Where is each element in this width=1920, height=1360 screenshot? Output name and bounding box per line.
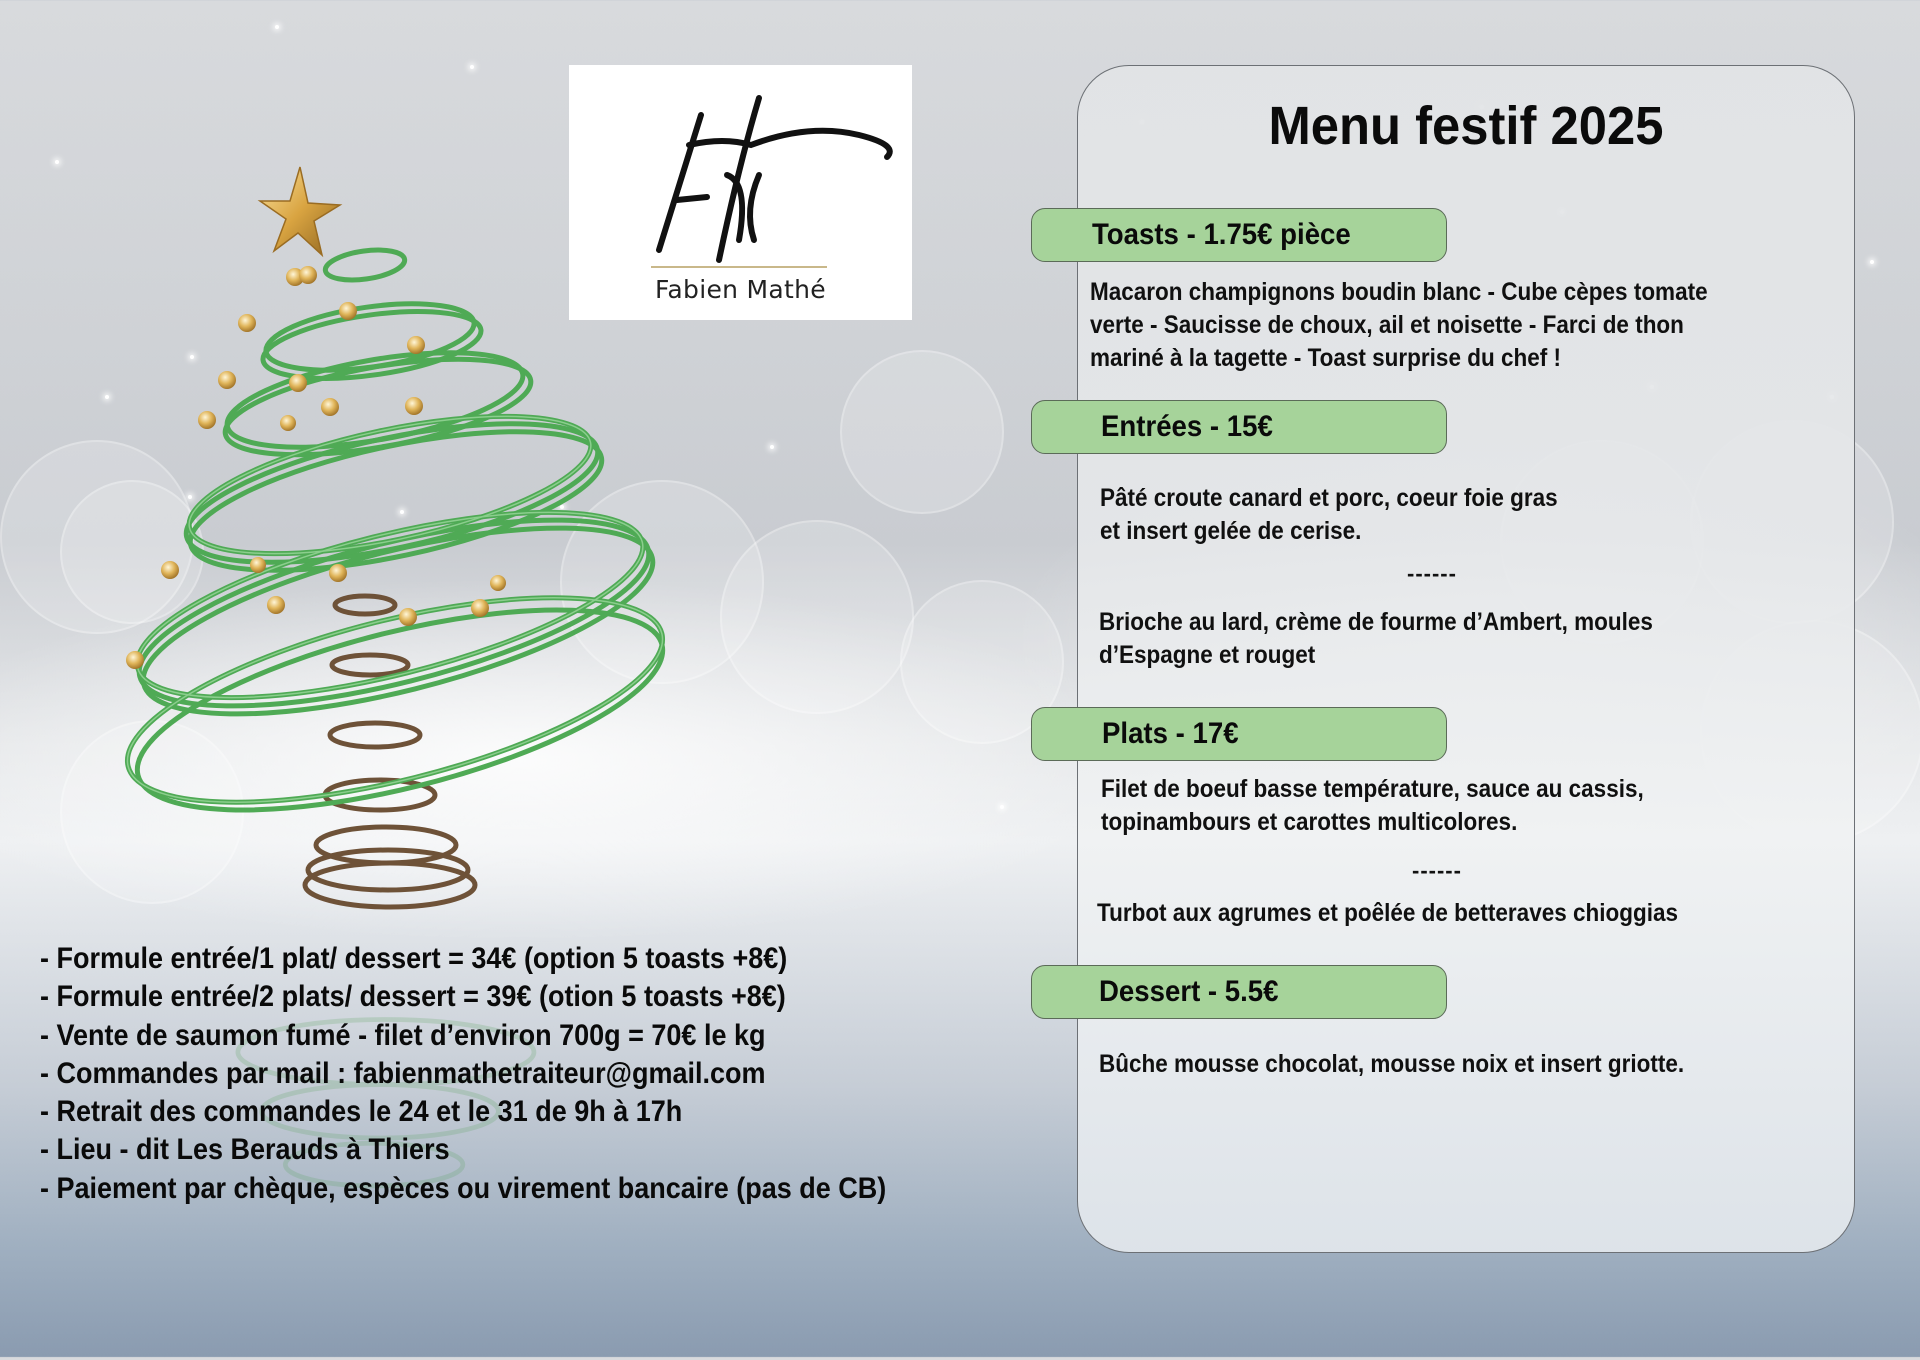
info-line-formule-2: - Formule entrée/2 plats/ dessert = 39€ (otion 5 toasts +8€) (40, 980, 786, 1014)
logo-divider (651, 266, 827, 268)
section-title: Dessert - 5.5€ (1099, 975, 1279, 1008)
info-line-email: - Commandes par mail : fabienmathetraiteur@gmail.com (40, 1056, 766, 1090)
plat-item-2: Turbot aux agrumes et poêlée de betteraves chioggias (1097, 899, 1679, 927)
tree-trunk-spiral (305, 596, 475, 907)
menu-title: Menu festif 2025 (1268, 96, 1664, 156)
brand-name: Fabien Mathé (655, 275, 826, 304)
info-line-formule-1: - Formule entrée/1 plat/ dessert = 34€ (option 5 toasts +8€) (40, 942, 788, 975)
toasts-description: Macaron champignons boudin blanc - Cube cèpes tomate verte - Saucisse de choux, ail et noisette - Farci de thon mariné à la tagette - Toast surprise du chef ! (1090, 278, 1708, 372)
info-line-saumon: - Vente de saumon fumé - filet d’environ 700g = 70€ le kg (40, 1018, 766, 1052)
ordering-info-list (40, 940, 886, 1208)
tree-green-spiral (109, 246, 670, 851)
section-title: Plats - 17€ (1102, 717, 1239, 750)
dessert-item: Bûche mousse chocolat, mousse noix et insert griotte. (1099, 1050, 1685, 1078)
fm-monogram-icon (569, 65, 912, 265)
info-line-paiement: - Paiement par chèque, espèces ou virement bancaire (pas de CB) (40, 1171, 887, 1205)
entree-item-2: Brioche au lard, crème de fourme d’Ambert, moules d’Espagne et rouget (1099, 608, 1653, 669)
section-title: Entrées - 15€ (1101, 410, 1273, 443)
section-header-dessert (1031, 965, 1447, 1019)
section-title: Toasts - 1.75€ pièce (1092, 218, 1351, 251)
info-line-lieu: - Lieu - dit Les Berauds à Thiers (40, 1133, 450, 1167)
plat-item-1: Filet de boeuf basse température, sauce au cassis, topinambours et carottes multicolores. (1101, 775, 1644, 836)
star-ornament (260, 167, 340, 255)
section-header-plats (1031, 707, 1447, 761)
brand-logo (569, 65, 912, 320)
plats-separator: ------ (1412, 858, 1462, 883)
entree-item-1: Pâté croute canard et porc, coeur foie gras et insert gelée de cerise. (1100, 484, 1558, 545)
entrees-separator: ------ (1407, 561, 1457, 586)
section-header-entrees (1031, 400, 1447, 454)
section-header-toasts (1031, 208, 1447, 262)
info-line-retrait: - Retrait des commandes le 24 et le 31 de 9h à 17h (40, 1095, 683, 1129)
